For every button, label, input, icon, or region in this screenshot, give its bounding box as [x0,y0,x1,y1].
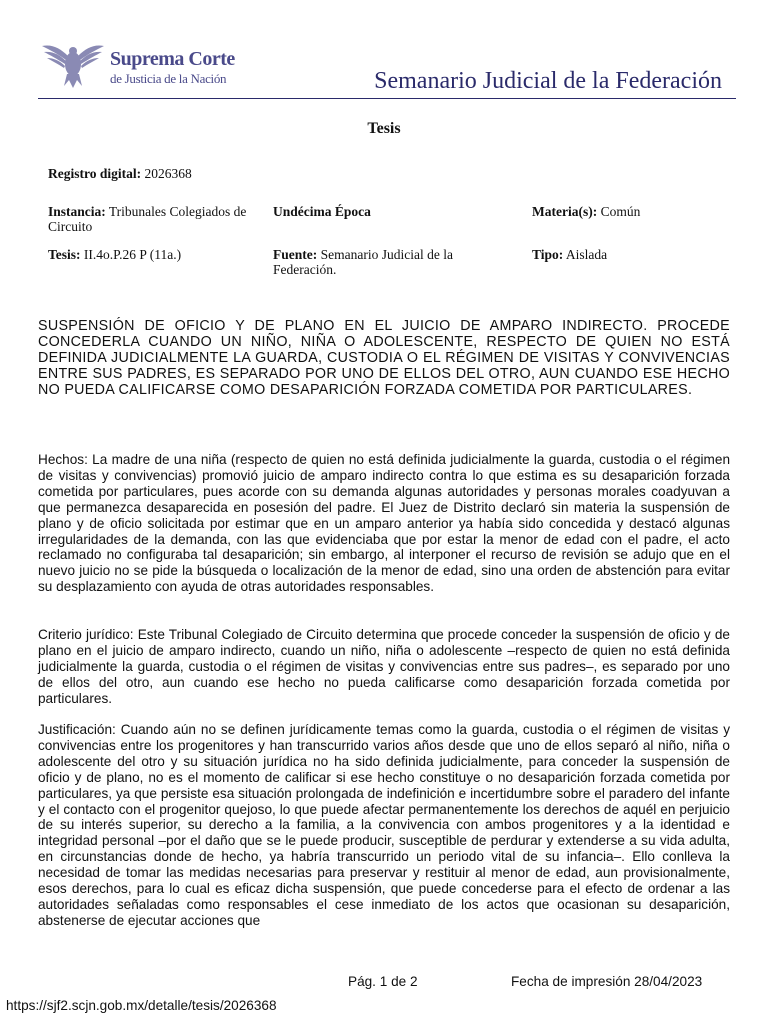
epoca-value: Undécima Época [273,204,371,219]
materia-value: Común [600,204,641,219]
eagle-emblem-icon [38,40,108,90]
logo-subtitle: de Justicia de la Nación [110,71,227,86]
instancia [48,204,263,234]
materia [532,204,640,219]
instancia-value: Tribunales Colegiados de Circuito [48,204,247,234]
tipo-label: Tipo: [532,247,564,262]
justificacion-paragraph: Justificación: Cuando aún no se definen jurídicamente temas como la guarda, custodia o el régimen de visitas y convivencias entre los progenitores y han transcurrido varios años desde que uno de ellos separó al niño, niña o adolescente del otro y su situación jurídica no ha sido definida judicialmente, para conceder la suspensión de oficio y de plano, no es el momento de calificar si ese hecho constituye o no desaparición forzada cometida por particulares, ya que persiste esa situación prolongada de indefinición e incertidumbre sobre el paradero del infante y el contacto con el progenitor quejoso, lo que puede afectar permanentemente los derechos de aquél en perjuicio de su interés superior, su derecho a la familia, a la convivencia con ambos progenitores y a la identidad e integridad personal –por el daño que se le puede producir, susceptible de perdurar y extenderse a su vida adulta, en circunstancias donde de hecho, ya habría transcurrido un periodo vital de su infancia–. Ello conlleva la necesidad de tomar las medidas necesarias para preservar y restituir al menor de edad, aun provisionalmente, esos derechos, para lo cual es eficaz dicha suspensión, que puede concederse para el efecto de ordenar a las autoridades señaladas como responsables el cese inmediato de los actos que ocasionan su desaparición, abstenerse de ejecutar acciones que [38,722,730,928]
header-divider [38,98,736,99]
materia-label: Materia(s): [532,204,598,219]
tesis-number [48,247,181,262]
tesis-label: Tesis: [48,247,81,262]
registro-value: 2026368 [144,166,192,181]
instancia-label: Instancia: [48,204,106,219]
criterio-paragraph: Criterio jurídico: Este Tribunal Colegiado de Circuito determina que procede conceder la suspensión de oficio y de plano en el juicio de amparo indirecto, cuando un niño, niña o adolescente –respecto de quien no está definida judicialmente la guarda, custodia o el régimen de visitas y convivencias entre sus padres–, es separado por uno de ellos del otro, aun cuando ese hecho no pueda calificarse como desaparición forzada cometida por particulares. [38,627,730,706]
tesis-value: II.4o.P.26 P (11a.) [83,247,182,262]
logo-title: Suprema Corte [110,48,235,70]
fuente [273,247,488,277]
scjn-logo [38,40,278,90]
page-number: Pág. 1 de 2 [348,974,418,989]
fuente-label: Fuente: [273,247,318,262]
tipo [532,247,607,262]
print-date: Fecha de impresión 28/04/2023 [511,974,703,989]
registro-digital [48,166,192,181]
document-type: Tesis [367,120,401,137]
tipo-value: Aislada [565,247,608,262]
site-title: Semanario Judicial de la Federación [374,68,722,94]
page-header [38,40,736,100]
fuente-value: Semanario Judicial de la Federación. [273,247,453,277]
rubro: SUSPENSIÓN DE OFICIO Y DE PLANO EN EL JUICIO DE AMPARO INDIRECTO. PROCEDE CONCEDERLA CUANDO UN NIÑO, NIÑA O ADOLESCENTE, RESPECTO DE QUIEN NO ESTÁ DEFINIDA JUDICIALMENTE LA GUARDA, CUSTODIA O EL RÉGIMEN DE VISITAS Y CONVIVENCIAS ENTRE SUS PADRES, ES SEPARADO POR UNO DE ELLOS DEL OTRO, AUN CUANDO ESE HECHO NO PUEDA CALIFICARSE COMO DESAPARICIÓN FORZADA COMETIDA POR PARTICULARES. [38,318,730,399]
registro-label: Registro digital: [48,166,142,181]
epoca [273,204,371,219]
document-url[interactable]: https://sjf2.scjn.gob.mx/detalle/tesis/2026368 [6,998,277,1013]
hechos-paragraph: Hechos: La madre de una niña (respecto de quien no está definida judicialmente la guarda, custodia o el régimen de visitas y convivencias) promovió juicio de amparo indirecto contra lo que estima es su desaparición forzada cometida por particulares, pues acorde con su demanda algunas autoridades y personas morales coadyuvan a que permanezca desaparecida en posesión del padre. El Juez de Distrito declaró sin materia la suspensión de plano y de oficio solicitada por estimar que en un amparo anterior ya había sido concedida y destacó algunas irregularidades de la demanda, con las que evidenciaba que por estar la menor de edad con el padre, el acto reclamado no configuraba tal desaparición; sin embargo, al interponer el recurso de revisión se adujo que en el nuevo juicio no se pide la búsqueda o localización de la menor de edad, sino una orden de abstención para evitar su desplazamiento con ayuda de otras autoridades responsables. [38,452,730,595]
